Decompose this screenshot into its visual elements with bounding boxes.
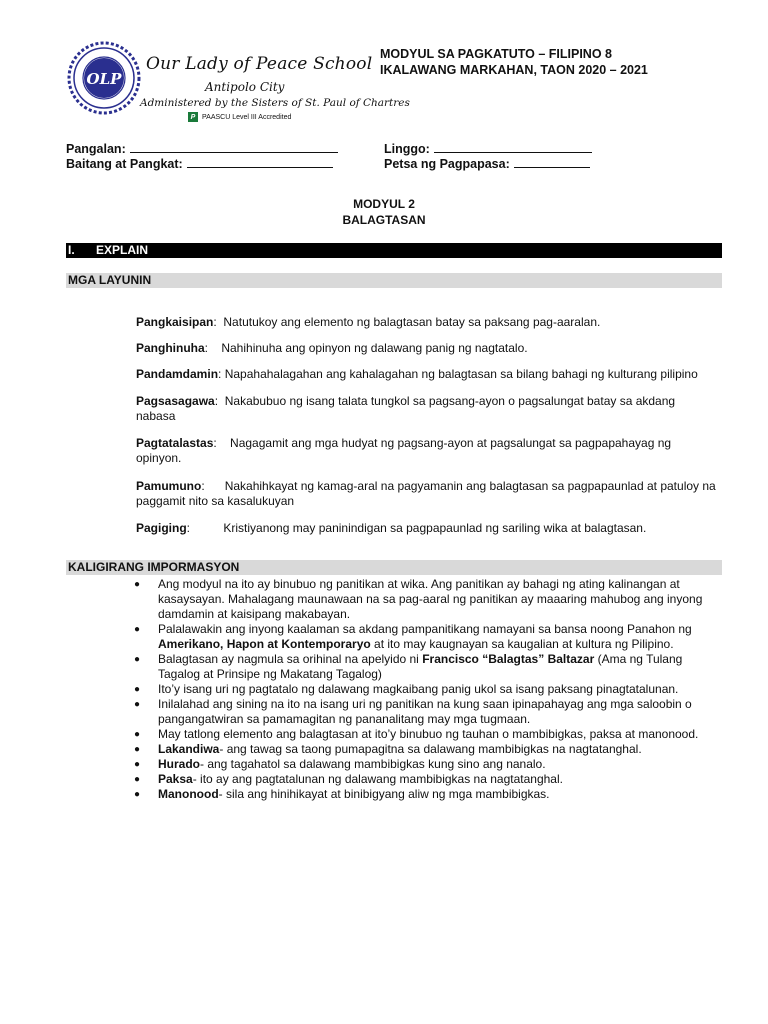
bullet-icon: ● — [134, 684, 141, 695]
bullet-icon: ● — [134, 699, 141, 710]
bullet-icon: ● — [134, 744, 141, 755]
module-title — [380, 46, 648, 78]
field-baitang — [66, 156, 333, 171]
objective-label: Pangkaisipan — [136, 315, 214, 329]
list-item: ● Manonood- sila ang hinihikayat at binibigyang aliw ng mga mambibigkas. — [134, 787, 550, 801]
administered-by: Administered by the Sisters of St. Paul of Chartres — [140, 97, 410, 109]
objective-label: Pagtatalastas — [136, 436, 214, 450]
module-heading — [0, 196, 768, 228]
module-title-line2: IKALAWANG MARKAHAN, TAON 2020 – 2021 — [380, 63, 648, 77]
field-petsa-label: Petsa ng Pagpapasa: — [384, 157, 510, 171]
list-item: ● Inilalahad ang sining na ito na isang uri ng panitikan na kung saan ipinapahayag ang mga saloobin o pangangatwiran sa pamamagitan ng pananalitang may mga tugmaan. — [134, 697, 692, 726]
field-pangalan-label: Pangalan: — [66, 142, 126, 156]
list-item: ● Ito’y isang uri ng pagtatalo ng dalawang magkaibang panig ukol sa isang paksang pinagtatalunan. — [134, 682, 679, 696]
field-linggo-label: Linggo: — [384, 142, 430, 156]
layunin-bar: MGA LAYUNIN — [66, 273, 722, 288]
section-number: I. — [68, 243, 75, 257]
school-seal-logo — [66, 40, 142, 116]
accreditation-text: PAASCU Level III Accredited — [202, 113, 292, 121]
seal-letters: OLP — [86, 70, 122, 88]
field-baitang-blank[interactable] — [187, 156, 333, 168]
module-title-line1: MODYUL SA PAGKATUTO – FILIPINO 8 — [380, 47, 612, 61]
paascu-logo-icon: P — [188, 112, 198, 122]
list-item: ● Balagtasan ay nagmula sa orihinal na apelyido ni Francisco “Balagtas” Baltazar (Ama ng Tulang Tagalog at Prinsipe ng Makatang Tagalog) — [134, 652, 683, 681]
field-petsa — [384, 156, 590, 171]
list-item: ● Paksa- ito ay ang pagtatalunan ng dalawang mambibigkas na nagtatanghal. — [134, 772, 563, 786]
bullet-icon: ● — [134, 624, 141, 635]
objective-label: Pandamdamin — [136, 367, 219, 381]
field-pangalan — [66, 141, 338, 156]
list-item: ● Palalawakin ang inyong kaalaman sa akdang pampanitikang namayani sa bansa noong Panahon ng Amerikano, Hapon at Kontemporaryo at ito may kaugnayan sa kaugalian at kultura ng Pilipino. — [134, 622, 692, 651]
objective-item: Pagsasagawa: Nakabubuo ng isang talata tungkol sa pagsang-ayon o pagsalungat batay sa akdang nabasa — [136, 394, 676, 423]
module-topic: BALAGTASAN — [342, 213, 426, 227]
objective-text: Napahahalagahan ang kahalagahan ng balagtasan sa bilang bahagi ng kulturang pilipino — [224, 367, 698, 381]
objective-item: Pandamdamin: Napahahalagahan ang kahalagahan ng balagtasan sa bilang bahagi ng kulturang pilipino — [136, 367, 698, 381]
objective-label: Panghinuha — [136, 341, 205, 355]
bullet-icon: ● — [134, 654, 141, 665]
objective-label: Pagiging — [136, 521, 187, 535]
bullet-icon: ● — [134, 579, 141, 590]
objective-text: Nahihinuha ang opinyon ng dalawang panig ng nagtatalo. — [221, 341, 528, 355]
field-linggo-blank[interactable] — [434, 141, 592, 153]
objective-item: Pagtatalastas: Nagagamit ang mga hudyat ng pagsang-ayon at pagsalungat sa pagpapahayag ng opinyon. — [136, 436, 672, 465]
field-pangalan-blank[interactable] — [130, 141, 338, 153]
list-item: ● Hurado- ang tagahatol sa dalawang mambibigkas kung sino ang nanalo. — [134, 757, 546, 771]
objective-item: Panghinuha: Nahihinuha ang opinyon ng dalawang panig ng nagtatalo. — [136, 341, 528, 355]
school-name: Our Lady of Peace School — [146, 54, 373, 74]
objective-label: Pamumuno — [136, 479, 202, 493]
objective-text: Natutukoy ang elemento ng balagtasan batay sa paksang pag-aaralan. — [223, 315, 601, 329]
bullet-icon: ● — [134, 759, 141, 770]
objective-item: Pangkaisipan: Natutukoy ang elemento ng balagtasan batay sa paksang pag-aaralan. — [136, 315, 601, 329]
module-number: MODYUL 2 — [353, 197, 415, 211]
field-linggo — [384, 141, 592, 156]
kaligirang-list — [134, 577, 726, 802]
accreditation — [188, 112, 291, 122]
kaligirang-bar: KALIGIRANG IMPORMASYON — [66, 560, 722, 575]
section-title: EXPLAIN — [96, 243, 149, 257]
list-item: ● Lakandiwa- ang tawag sa taong pumapagitna sa dalawang mambibigkas na nagtatanghal. — [134, 742, 642, 756]
objective-text: Nakahihkayat ng kamag-aral na pagyamanin ang balagtasan sa pagpapaunlad at patuloy na paggamit nito sa kasalukuyan — [136, 479, 716, 508]
objective-text: Kristiyanong may paninindigan sa pagpapaunlad ng sariling wika at balagtasan. — [223, 521, 647, 535]
bullet-icon: ● — [134, 789, 141, 800]
school-city: Antipolo City — [205, 80, 285, 94]
objective-text: Nakabubuo ng isang talata tungkol sa pagsang-ayon o pagsalungat batay sa akdang nabasa — [136, 394, 676, 423]
bullet-icon: ● — [134, 729, 141, 740]
bullet-icon: ● — [134, 774, 141, 785]
field-baitang-label: Baitang at Pangkat: — [66, 157, 183, 171]
field-petsa-blank[interactable] — [514, 156, 590, 168]
objective-item: Pamumuno: Nakahihkayat ng kamag-aral na pagyamanin ang balagtasan sa pagpapaunlad at patuloy na paggamit nito sa kasalukuyan — [136, 479, 716, 508]
list-item: ● May tatlong elemento ang balagtasan at ito’y binubuo ng tauhan o mambibigkas, paksa at manonood. — [134, 727, 699, 741]
objective-item: Pagiging: Kristiyanong may paninindigan sa pagpapaunlad ng sariling wika at balagtasan. — [136, 521, 647, 535]
section-explain-bar — [66, 243, 722, 258]
list-item: ● Ang modyul na ito ay binubuo ng panitikan at wika. Ang panitikan ay bahagi ng ating kalinangan at kasaysayan. Mahalagang maunawaan na sa pag-aaral ng panitikan ay maaaring mahubog ang inyong damdamin at kaisipang makabayan. — [134, 577, 703, 621]
objective-text: Nagagamit ang mga hudyat ng pagsang-ayon at pagsalungat sa pagpapahayag ng opinyon. — [136, 436, 672, 465]
objective-label: Pagsasagawa — [136, 394, 215, 408]
